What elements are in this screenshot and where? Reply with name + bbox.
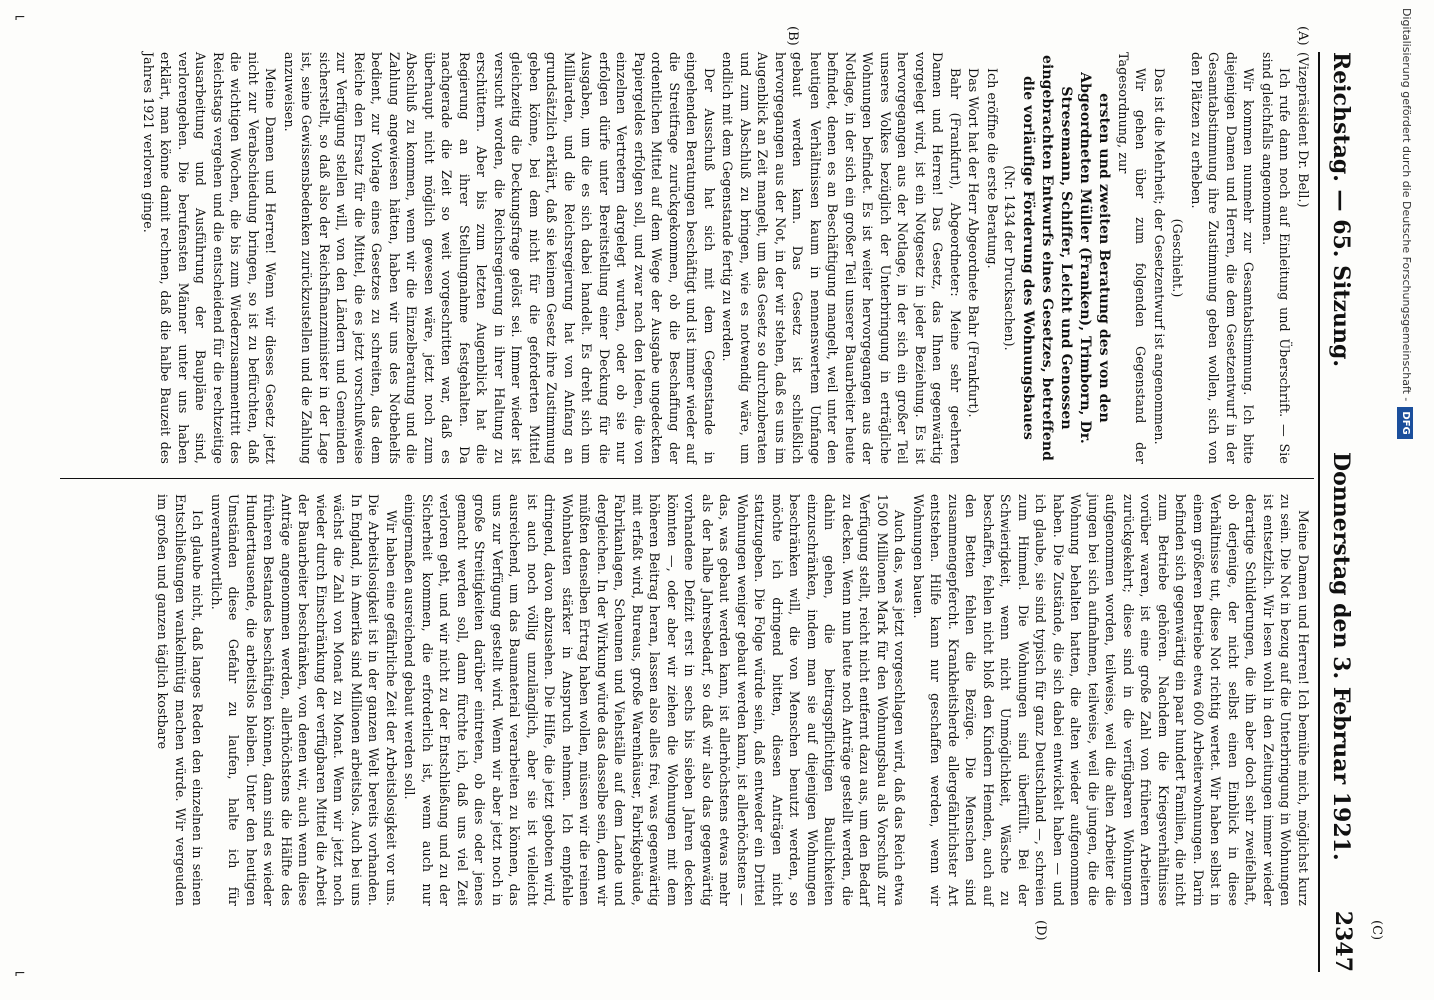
column-divider (60, 478, 1314, 479)
margin-mark-c: (C) (1369, 920, 1384, 941)
page-number: 2347 (1330, 910, 1356, 972)
paragraph: Wir kommen nunmehr zur Gesamtabstimmung. Ich bitte diejenigen Damen und Herren, die dem Gesetzentwurf in der Gesamtabstimmung ihre Zustimmung geben wollen, sich von den Plätzen zu erheben. (1189, 52, 1257, 464)
agenda-item-title: ersten und zweiten Beratung des von den Abgeordneten Müller (Franken), Trimborn, Dr. Stresemann, Schiffer, Leicht und Genossen eingebrachten Entwurfs eines Gesetzes, betreffend die vorläufige Förderung des Wohnungsbaues (1020, 54, 1113, 462)
paragraph: Ich glaube nicht, daß langes Reden den einzelnen in seinen Entschließungen wankelmütig machen würde. Wir vergeuden im großen und ganzen täglich kostbare (155, 494, 206, 906)
page-header (1324, 52, 1360, 972)
paragraph: Bahr (Frankfurt), Abgeordneter: Meine sehr geehrten Damen und Herren! Das Gesetz, das Ihnen gegenwärtig vorgelegt wird, ist ein Notgesetz in jeder Beziehung. Es ist hervorgegangen aus der Notlage, in der sich ein großer Teil unseres Volkes bezüglich der Unterbringung in erträgliche Wohnungen befindet. Es ist weiter hervorgegangen aus der Notlage, in der sich ein großer Teil unserer Bauarbeiter heute befindet, denen es an Beschäftigung mangelt, weil unter den heutigen Verhältnissen kaum in nennenswertem Umfange gebaut werden kann. Das Gesetz ist schließlich hervorgegangen aus der Not, in der wir stehen, daß es uns im Augenblick an Zeit mangelt, um das Gesetz so durchzuberaten und zum Abschluß zu bringen, wie es notwendig wäre, um endlich mit dem Gegenstande fertig zu werden. (720, 52, 963, 464)
right-column (153, 494, 1312, 906)
stage-note: (Geschieht.) (1170, 218, 1186, 298)
header-session: Reichstag. — 65. Sitzung. (1328, 52, 1354, 368)
paragraph: Der Ausschuß hat sich mit dem Gegenstande in eingehenden Beratungen beschäftigt und ist immer wieder auf die Streitfrage zurückgekommen, ob die Beschaffung der ordentlichen Mittel auf dem Wege der Ausgabe ungedeckten Papiergeldes erfolgen soll, und zwar nach den Ideen, die von einzelnen Vertretern dargelegt wurden, oder ob sie nur erfolgen dürfe unter Bereitstellung einer Deckung für die Ausgaben, um die es sich dabei handelt. Es dreht sich um Milliarden, und die Reichsregierung hat von Anfang an grundsätzlich erklärt, daß sie keinem Gesetz ihre Zustimmung geben könne, bei dem nicht für die geforderten Mittel gleichzeitig die Deckungsfrage gelöst sei. Immer wieder ist versucht worden, die Reichsregierung in ihrer Haltung zu erschüttern. Aber bis zum letzten Augenblick hat die Regierung an ihrer Stellungnahme festgehalten. Da nachgerade die Zeit so weit vorgeschritten war, daß es überhaupt nicht möglich gewesen wäre, jetzt noch zum Abschluß zu kommen, wenn wir die Einzelberatung und die Zahlung angewiesen hätten, haben wir uns des Notbehelfs bedient, zur Vorlage eines Gesetzes zu schreiten, das dem Reiche den Ersatz für die Mittel, die es jetzt vorschußweise zur Verfügung stellen will, von den Ländern und Gemeinden sicherstellt, so daß also der Reichsfinanzminister in der Lage ist, seine Gewissensbedenken zurückzustellen und die Zahlung anzuweisen. (282, 52, 717, 464)
paragraph: Das ist die Mehrheit; der Gesetzentwurf ist angenommen. (1152, 68, 1167, 445)
digitization-credit (1395, 8, 1417, 988)
paragraph: Wir haben eine gefährliche Zeit der Arbeitslosigkeit vor uns. Die Arbeitslosigkeit ist in der ganzen Welt bereits vorhanden. In England, in Amerika sind Millionen arbeitslos. Auch bei uns wächst die Zahl von Monat zu Monat. Wenn wir jetzt noch wieder durch Einschränkung der verfügbaren Mittel die Arbeit der Bauarbeiter beschränken, von denen wir, auch wenn diese Anträge angenommen werden, allerhöchstens die Hälfte des früheren Bestandes beschäftigen können, dann sind es wieder Hunderttausende, die arbeitslos bleiben. Unter den heutigen Umständen diese Gefahr zu laufen, halte ich für unverantwortlich. (209, 494, 399, 906)
speaker-line: (Vizepräsident Dr. Bell.) (1296, 52, 1311, 208)
header-rule (1318, 52, 1320, 972)
margin-mark-d: (D) (1033, 920, 1048, 941)
crop-mark-bottom: ⌐ (14, 966, 26, 982)
paragraph: Das Wort hat der Herr Abgeordnete Bahr (Frankfurt). (966, 68, 982, 418)
paragraph: Auch das, was jetzt vorgeschlagen wird, daß das Reich etwa 1500 Millionen Mark für den Wohnungsbau als Vorschuß zur Verfügung stellt, reicht nicht entfernt dazu aus, um den Bedarf zu decken. Wenn nun heute noch Anträge gestellt werden, die dahin gehen, die beitragspflichtigen Baulichkeiten einzuschränken, indem man sie auf diejenigen Wohnungen beschränken will, die von Menschen benutzt werden, so möchte ich dringend bitten, diesen Anträgen nicht stattzugeben. Die Folge würde sein, daß entweder ein Drittel Wohnungen weniger gebaut werden kann, ist allerhöchstens — das, was gebaut werden kann, ist allerhöchstens etwas mehr als der halbe Jahresbedarf, so daß wir also das gegenwärtig vorhandene Defizit erst in sechs bis sieben Jahren decken könnten —, oder aber wir ziehen die Wohnungen mit dem höheren Beitrag heran, lassen also alles frei, was gegenwärtig mit erfaßt wird, Bureaus, große Warenhäuser, Fabrikgebäude, Fabrikanlagen, Scheunen und Viehställe auf dem Lande und dergleichen. In der Wirkung würde das dasselbe sein, denn wir müßten denselben Ertrag haben wollen, müssen wir die reinen Wohnbauten stärker in Anspruch nehmen. Ich empfehle dringend, davon abzusehen. Die Hilfe, die jetzt geboten wird, ist auch noch völlig unzulänglich, aber sie ist vielleicht ausreichend, um das Baumaterial verarbeiten zu können, das uns zur Verfügung gestellt wird. Wenn wir aber jetzt noch in große Streitigkeiten darüber eintreten, ob dies oder jenes gemacht werden soll, dann fürchte ich, daß uns viel Zeit verloren geht, und wir nicht zu der Entschließung und zu der Sicherheit kommen, die erforderlich ist, wenn auch nur einigermaßen ausreichend gebaut werden soll. (402, 494, 908, 906)
agenda-reference: (Nr. 1434 der Drucksachen). (1002, 165, 1018, 351)
credit-text: Digitalisierung gefördert durch die Deutsche Forschungsgemeinschaft - (1400, 8, 1413, 402)
dfg-logo: DFG (1397, 407, 1413, 438)
crop-mark-top: ⌐ (14, 10, 26, 26)
paragraph: Wir gehen über zum folgenden Gegenstand der Tagesordnung, zur (1116, 52, 1149, 464)
paragraph: Meine Damen und Herren! Ich bemühe mich, möglichst kurz zu sein. Die Not in bezug auf die Unterbringung in Wohnungen ist entsetzlich. Wir lesen wohl in den Zeitungen immer wieder derartige Schilderungen, die ihn aber doch sehr zweifelhaft, ob derjenige, der nicht selbst einen Einblick in diese Verhältnisse tut, diese Not richtig wertet. Wir haben selbst in einem größeren Betriebe etwa 600 Arbeiterwohnungen. Darin befinden sich gegenwärtig ein paar hundert Familien, die nicht zum Betriebe gehören. Nachdem die Kriegsverhältnisse vorüber waren, ist eine große Zahl von früheren Arbeitern zurückgekehrt; diese sind in die verfügbaren Wohnungen aufgenommen worden, teilweise, weil die alten Arbeiter die jungen bei sich aufnahmen, teilweise, weil die jungen, die die Wohnung behalten hatten, die alten wieder aufgenommen haben. Die Zustände, die sich dabei entwickelt haben — und ich glaube, sie sind typisch für ganz Deutschland —, schreien zum Himmel. Die Wohnungen sind überfüllt. Bei der Schwierigkeit, wenn nicht Unmöglichkeit, Wäsche zu beschaffen, fehlen nicht bloß den Kindern Hemden, auch auf den Betten fehlen die Bezüge. Die Menschen sind zusammengepfercht. Krankheitsherde allergefährlichster Art entstehen. Hilfe kann nur geschaffen werden, wenn wir Wohnungen bauen. (911, 494, 1311, 906)
rotated-page-content (60, 26, 1384, 972)
margin-mark-b: (B) (785, 26, 800, 46)
paragraph: Ich rufe dann noch auf Einleitung und Überschrift. — Sie sind gleichfalls angenommen. (1260, 52, 1293, 464)
paragraph: Meine Damen und Herren! Wenn wir dieses Gesetz jetzt nicht zur Verabschiedung bringen, so ist zu befürchten, daß die wichtigen Wochen, die bis zum Wiederzusammentritt des Reichstags vergehen und die entscheidend für die rechtzeitige Ausarbeitung und Ausführung der Baupläne sind, verlorengehen. Die berufensten Männer unter uns haben erklärt, man könne damit rechnen, daß die halbe Bauzeit des Jahres 1921 verloren ginge. (141, 52, 279, 464)
margin-mark-a: (A) (1295, 26, 1310, 46)
paragraph: Ich eröffne die erste Beratung. (985, 68, 1000, 269)
header-date: Donnerstag den 3. Februar 1921. (1328, 452, 1354, 861)
left-column (139, 52, 1313, 464)
